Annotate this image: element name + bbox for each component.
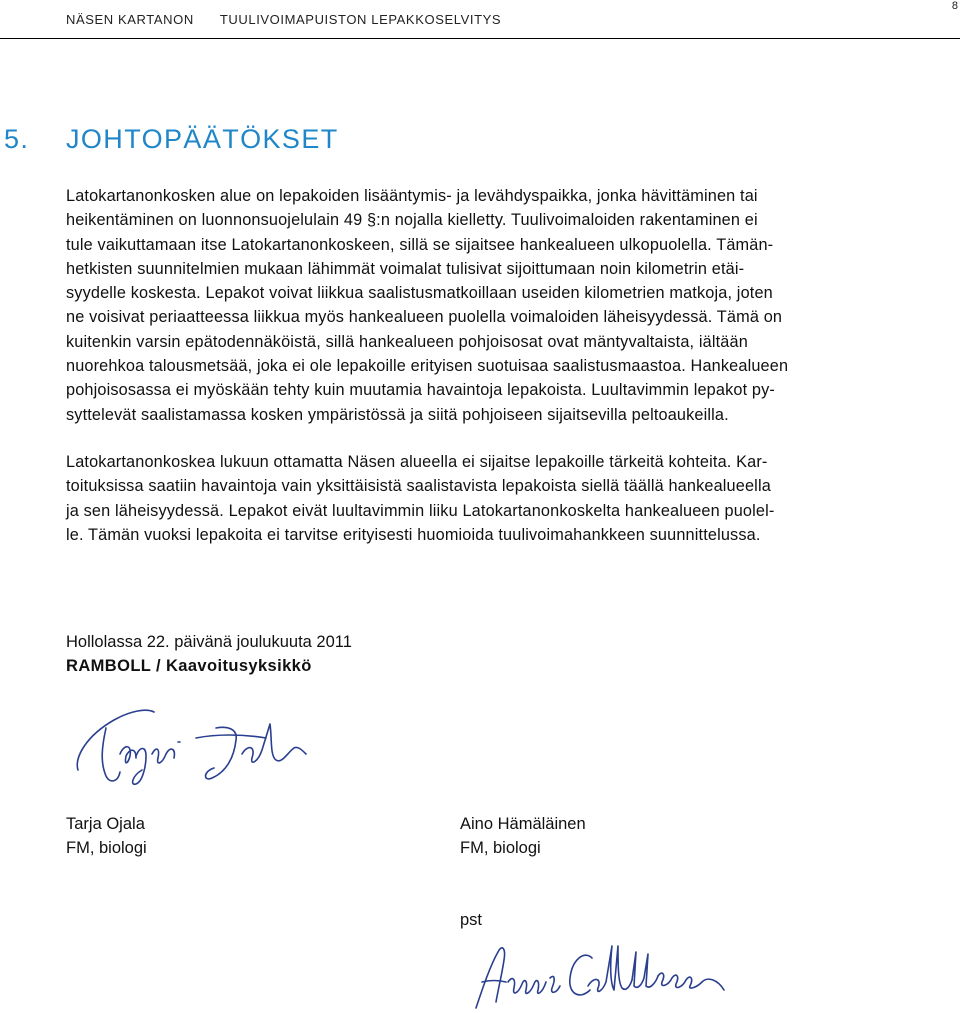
paragraph-2 [66, 450, 956, 547]
paragraph-line: hetkisten suunnitelmien mukaan lähimmät voimalat tulisivat sijoittumaan noin kilometrin etäi- [66, 259, 745, 278]
signer-title: FM, biologi [460, 839, 541, 857]
signature-aino-hamalainen [472, 930, 740, 1010]
section-number: 5. [4, 124, 30, 154]
paragraph-line: tule vaikuttamaan itse Latokartanonkoskeen, sillä se sijaitsee hankealueen ulkopuolella. Tämän- [66, 235, 774, 254]
pst-label: pst [460, 911, 483, 929]
signer-name: Tarja Ojala [66, 815, 145, 833]
paragraph-line: syttelevät saalistamassa kosken ympäristössä ja siitä pohjoiseen sijaitsevilla peltoaukeilla. [66, 405, 729, 424]
header-left-text: NÄSEN KARTANON [66, 12, 194, 27]
paragraph-line: le. Tämän vuoksi lepakoita ei tarvitse erityisesti huomioida tuulivoimahankkeen suunnittelussa. [66, 525, 761, 544]
signer-name: Aino Hämäläinen [460, 815, 586, 833]
running-header [66, 12, 527, 27]
header-divider [0, 38, 960, 39]
section-heading [4, 124, 339, 155]
paragraph-line: Latokartanonkosken alue on lepakoiden lisääntymis- ja levähdyspaikka, jonka hävittäminen tai [66, 187, 758, 205]
signer-block-2 [460, 812, 586, 860]
paragraph-line: toituksissa saatiin havaintoja vain yksittäisistä saalistavista lepakoista siellä täällä hankealueella [66, 477, 771, 496]
paragraph-1 [66, 184, 956, 427]
paragraph-line: nuorehkoa talousmetsää, joka ei ole lepakoille erityisen suotuisaa saalistusmaastoa. Hankealueen [66, 357, 789, 376]
paragraph-line: syydelle koskesta. Lepakot voivat liikkua saalistusmatkoillaan useiden kilometrien matkoja, joten [66, 284, 773, 303]
organization-name: RAMBOLL / Kaavoitusyksikkö [66, 657, 312, 675]
paragraph-line: kuitenkin varsin epätodennäköistä, sillä hankealueen pohjoisosat ovat mäntyvaltaista, iältään [66, 332, 748, 351]
signer-block-1 [66, 812, 147, 860]
paragraph-line: heikentäminen on luonnonsuojelulain 49 §:n nojalla kielletty. Tuulivoimaloiden rakentaminen ei [66, 211, 758, 230]
paragraph-line: pohjoisosassa ei myöskään tehty kuin muutamia havaintoja lepakoista. Luultavimmin lepakot py- [66, 381, 775, 400]
paragraph-line: ja sen läheisyydessä. Lepakot eivät luultavimmin liiku Latokartanonkoskelta hankealueen puolel- [66, 501, 775, 520]
section-title: JOHTOPÄÄTÖKSET [66, 124, 339, 154]
place-and-date: Hollolassa 22. päivänä joulukuuta 2011 [66, 633, 352, 651]
signature-tarja-ojala [66, 698, 326, 790]
page-number: 8 [951, 0, 958, 12]
signer-title: FM, biologi [66, 839, 147, 857]
paragraph-line: Latokartanonkoskea lukuun ottamatta Näsen alueella ei sijaitse lepakoille tärkeitä kohteita. Kar- [66, 453, 768, 471]
header-title: TUULIVOIMAPUISTON LEPAKKOSELVITYS [219, 12, 502, 27]
paragraph-line: ne voisivat periaatteessa liikkua myös hankealueen puolella voimaloiden läheisyydessä. Tämä on [66, 308, 783, 327]
